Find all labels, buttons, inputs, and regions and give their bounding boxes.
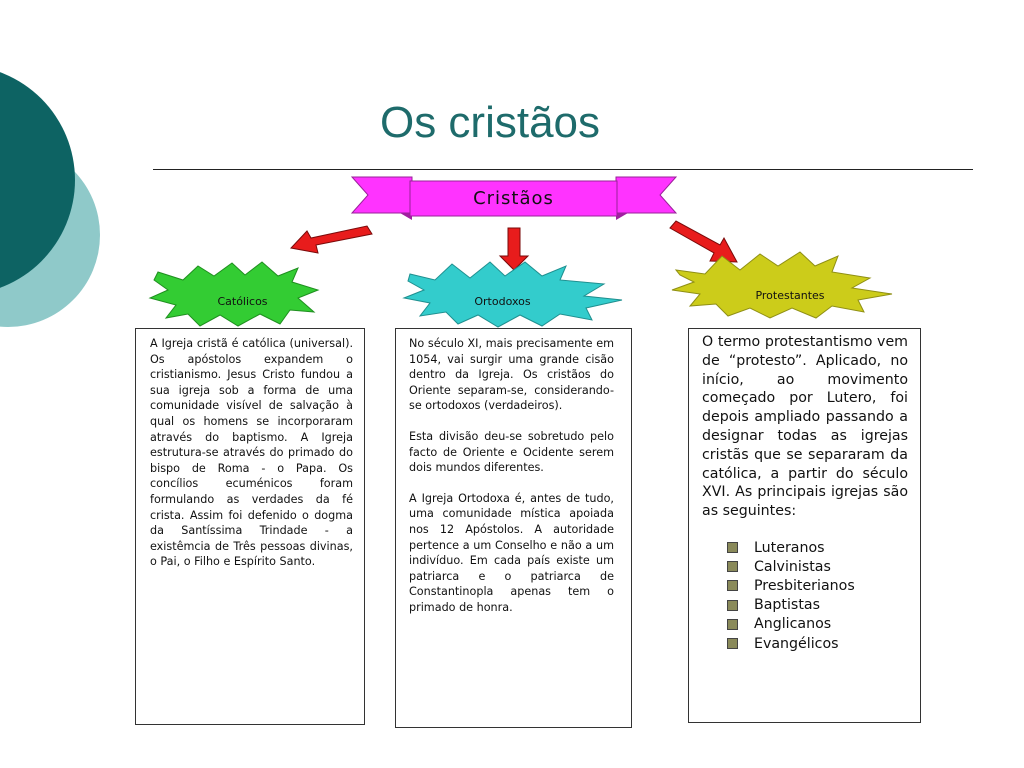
list-item: Presbiterianos xyxy=(727,576,908,595)
protestantes-text-box xyxy=(688,328,921,723)
list-item: Luteranos xyxy=(727,538,908,557)
cristaos-label: Cristãos xyxy=(473,188,554,209)
ortodoxos-label: Ortodoxos xyxy=(474,295,531,308)
protestantes-list xyxy=(702,538,908,653)
ortodoxos-text-box xyxy=(395,328,632,728)
list-item: Evangélicos xyxy=(727,634,908,653)
list-item: Calvinistas xyxy=(727,557,908,576)
arrow-to-catolicos xyxy=(291,226,372,253)
protestantes-intro: O termo protestantismo vem de “protesto”. Aplicado, no início, ao movimento começado por Lutero, foi depois ampliado passando a designar todas as igrejas cristãs que se separaram da católica, a partir do século XVI. As principais igrejas são as seguintes: xyxy=(702,334,908,520)
ortodoxos-paragraph-2: Esta divisão deu-se sobretudo pelo facto de Oriente e Ocidente serem dois mundos diferentes. xyxy=(409,429,614,475)
square-bullet-icon xyxy=(727,561,738,572)
slide-title: Os cristãos xyxy=(379,98,601,147)
list-item: Baptistas xyxy=(727,596,908,615)
catolicos-burst xyxy=(150,262,318,326)
square-bullet-icon xyxy=(727,600,738,611)
ortodoxos-paragraph-3: A Igreja Ortodoxa é, antes de tudo, uma comunidade mística apoiada nos 12 Apóstolos. A autoridade pertence a um Conselho e não a um indivíduo. Em cada país existe um patriarca e o patriarca de Constantinopla apenas tem o primado de honra. xyxy=(409,491,614,614)
catolicos-paragraph: A Igreja cristã é católica (universal). Os apóstolos expandem o cristianismo. Jesus Cristo fundou a sua igreja sob a forma de uma comunidade visível de salvação à qual os homens se incorporaram através do baptismo. A Igreja estrutura-se através do primado do bispo de Roma - o Papa. Os concílios ecuménicos foram formulando as verdades da fé crista. Assim foi defenido o dogma da Santíssima Trindade - a existêmcia de Três pessoas divinas, o Pai, o Filho e Espírito Santo. xyxy=(150,337,353,569)
square-bullet-icon xyxy=(727,638,738,649)
square-bullet-icon xyxy=(727,619,738,630)
square-bullet-icon xyxy=(727,580,738,591)
concept-diagram xyxy=(0,0,1024,330)
catolicos-text-box xyxy=(135,328,365,725)
square-bullet-icon xyxy=(727,542,738,553)
ortodoxos-paragraph-1: No século XI, mais precisamente em 1054, vai surgir uma grande cisão dentro da Igreja. Os cristãos do Oriente separam-se, considerando-se ortodoxos (verdadeiros). xyxy=(409,337,614,413)
protestantes-burst xyxy=(672,252,892,318)
arrow-to-protestantes xyxy=(670,221,737,262)
protestantes-label: Protestantes xyxy=(755,289,825,302)
catolicos-label: Católicos xyxy=(217,295,268,308)
list-item: Anglicanos xyxy=(727,615,908,634)
